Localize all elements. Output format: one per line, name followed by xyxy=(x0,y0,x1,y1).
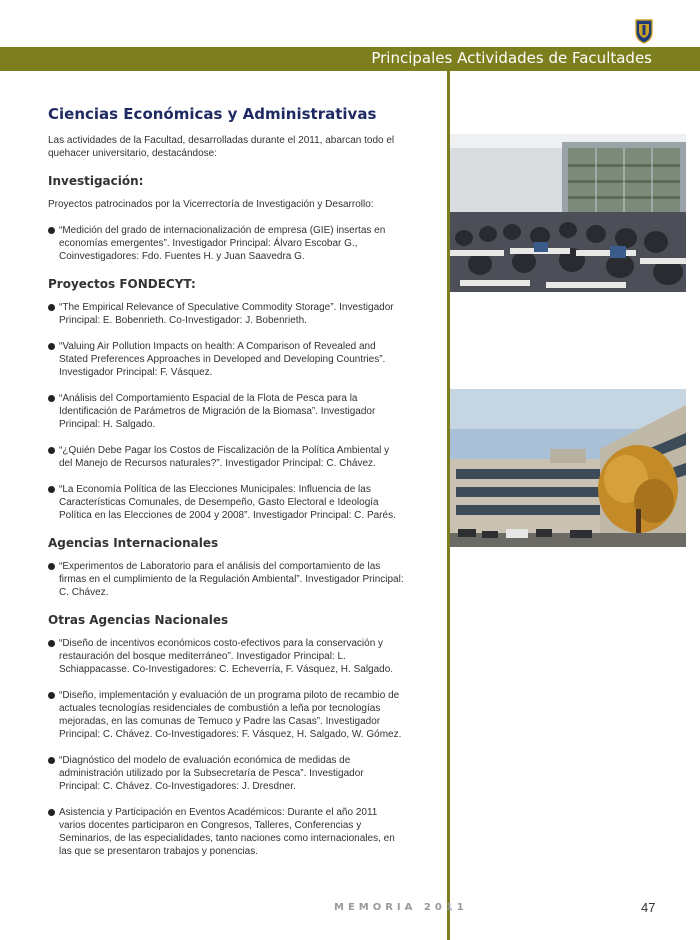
section-heading-agencias-internacionales: Agencias Internacionales xyxy=(48,536,219,550)
list-item: “Valuing Air Pollution Impacts on health: A Comparison of Revealed and Stated Preferences Approaches in Developed and Developing Countries”. Investigador Principal: F. Vásquez. xyxy=(48,340,404,379)
list-item: “Análisis del Comportamiento Espacial de la Flota de Pesca para la Identificación de Parámetros de Migración de la Biomasa”. Investigador Principal: H. Salgado. xyxy=(48,392,404,431)
section-lead: Proyectos patrocinados por la Vicerrectoría de Investigación y Desarrollo: xyxy=(48,199,374,210)
section-heading-investigacion: Investigación: xyxy=(48,174,144,188)
list-item: “La Economía Política de las Elecciones Municipales: Influencia de las Características Comunales, de Desempeño, Gasto Electoral e Ideología Política en las Elecciones de 2004 y 2008”. Investigador Principal: C. Parés. xyxy=(48,483,404,522)
section-header-band xyxy=(0,47,700,71)
project-list-fondecyt xyxy=(48,301,404,522)
page-number: 47 xyxy=(641,900,656,915)
classroom-photo xyxy=(450,134,686,292)
building-photo xyxy=(450,389,686,547)
list-item: “¿Quién Debe Pagar los Costos de Fiscalización de la Política Ambiental y del Manejo de Recursos naturales?”. Investigador Principal: C. Chávez. xyxy=(48,444,404,470)
list-item: “The Empirical Relevance of Speculative Commodity Storage”. Investigador Principal: E. Bobenrieth. Co-Investigador: J. Bobenrieth. xyxy=(48,301,404,327)
project-list-internacionales xyxy=(48,560,404,599)
article-body xyxy=(48,104,404,871)
list-item: “Experimentos de Laboratorio para el análisis del comportamiento de las firmas en el cumplimiento de la Regulación Ambiental”. Investigador Principal: C. Chávez. xyxy=(48,560,404,599)
list-item: “Diagnóstico del modelo de evaluación económica de medidas de administración utilizado por la Subsecretaría de Pesca”. Investigador Principal: C. Chávez. Co-Investigadores: J. Dresdner. xyxy=(48,754,404,793)
project-list-investigacion xyxy=(48,224,404,263)
project-list-nacionales xyxy=(48,637,404,858)
section-heading-agencias-nacionales: Otras Agencias Nacionales xyxy=(48,613,229,627)
article-title: Ciencias Económicas y Administrativas xyxy=(48,105,377,123)
section-heading-fondecyt: Proyectos FONDECYT: xyxy=(48,277,196,291)
university-crest-icon xyxy=(634,18,654,44)
section-title: Principales Actividades de Facultades xyxy=(371,49,652,67)
intro-paragraph: Las actividades de la Facultad, desarrolladas durante el 2011, abarcan todo el quehacer universitario, destacándose: xyxy=(48,135,395,159)
list-item: “Medición del grado de internacionalización de empresa (GIE) insertas en economías emergentes”. Investigador Principal: Álvaro Escobar G., Coinvestigadores: Fdo. Fuentes H. y Juan Saavedra G. xyxy=(48,224,404,263)
list-item: “Diseño, implementación y evaluación de un programa piloto de recambio de actuales tecnologías residenciales de combustión a leña por tecnologías mejoradas, en las comunas de Temuco y Padre las Casas”. Investigador Principal: C. Chávez. Co-Investigadores: F. Vásquez, H. Salgado, W. Gómez. xyxy=(48,689,404,741)
list-item: Asistencia y Participación en Eventos Académicos: Durante el año 2011 varios docentes participaron en Congresos, Talleres, Conferencias y Seminarios, de las especialidades, tanto naciones como internacionales, en las que se presentaron trabajos y ponencias. xyxy=(48,806,404,858)
list-item: “Diseño de incentivos económicos costo-efectivos para la conservación y restauración del bosque mediterráneo”. Investigador Principal: L. Schiappacasse. Co-Investigadores: C. Echeverría, F. Vásquez, H. Salgado. xyxy=(48,637,404,676)
footer-memoria-label: MEMORIA 2011 xyxy=(334,902,468,913)
